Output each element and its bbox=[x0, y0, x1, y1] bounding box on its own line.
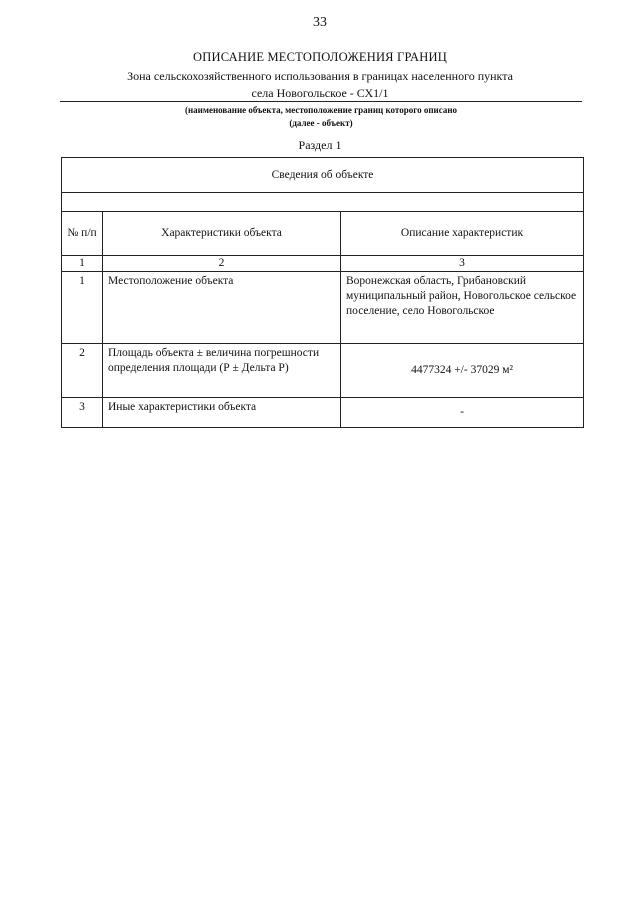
row-characteristic: Местоположение объекта bbox=[103, 272, 341, 344]
row-description: - bbox=[341, 398, 584, 428]
row-description: Воронежская область, Грибановский муниципальный район, Новогольское сельское поселение, село Новогольское bbox=[341, 272, 584, 344]
table-header-row bbox=[62, 212, 584, 256]
row-characteristic: Площадь объекта ± величина погрешности определения площади (Р ± Дельта Р) bbox=[103, 344, 341, 398]
row-num: 3 bbox=[62, 398, 103, 428]
subtitle-line-2: села Новогольское - СХ1/1 bbox=[251, 86, 389, 100]
caption-line-2: (далее - объект) bbox=[289, 118, 353, 128]
document-title: ОПИСАНИЕ МЕСТОПОЛОЖЕНИЯ ГРАНИЦ bbox=[193, 50, 447, 64]
header-num: № п/п bbox=[62, 212, 103, 256]
header-characteristic: Характеристики объекта bbox=[103, 212, 341, 256]
page-number: 33 bbox=[313, 15, 327, 30]
subtitle-line-1: Зона сельскохозяйственного использования в границах населенного пункта bbox=[127, 69, 513, 83]
table-spacer-cell bbox=[62, 193, 584, 212]
column-number: 3 bbox=[341, 256, 584, 272]
table-row bbox=[62, 344, 584, 398]
column-number-row bbox=[62, 256, 584, 272]
row-description: 4477324 +/- 37029 м² bbox=[341, 344, 584, 398]
row-num: 1 bbox=[62, 272, 103, 344]
table-spacer-row bbox=[62, 193, 584, 212]
table-row bbox=[62, 398, 584, 428]
table-row bbox=[62, 272, 584, 344]
row-characteristic: Иные характеристики объекта bbox=[103, 398, 341, 428]
object-subtitle bbox=[60, 68, 580, 102]
table-title: Сведения об объекте bbox=[62, 158, 584, 193]
caption-line-1: (наименование объекта, местоположение границ которого описано bbox=[184, 105, 458, 115]
row-num: 2 bbox=[62, 344, 103, 398]
title-underline bbox=[60, 101, 582, 102]
table-title-row bbox=[62, 158, 584, 193]
header-description: Описание характеристик bbox=[341, 212, 584, 256]
object-caption bbox=[60, 104, 582, 130]
object-info-table bbox=[61, 157, 584, 428]
column-number: 2 bbox=[103, 256, 341, 272]
column-number: 1 bbox=[62, 256, 103, 272]
section-title: Раздел 1 bbox=[298, 138, 342, 152]
